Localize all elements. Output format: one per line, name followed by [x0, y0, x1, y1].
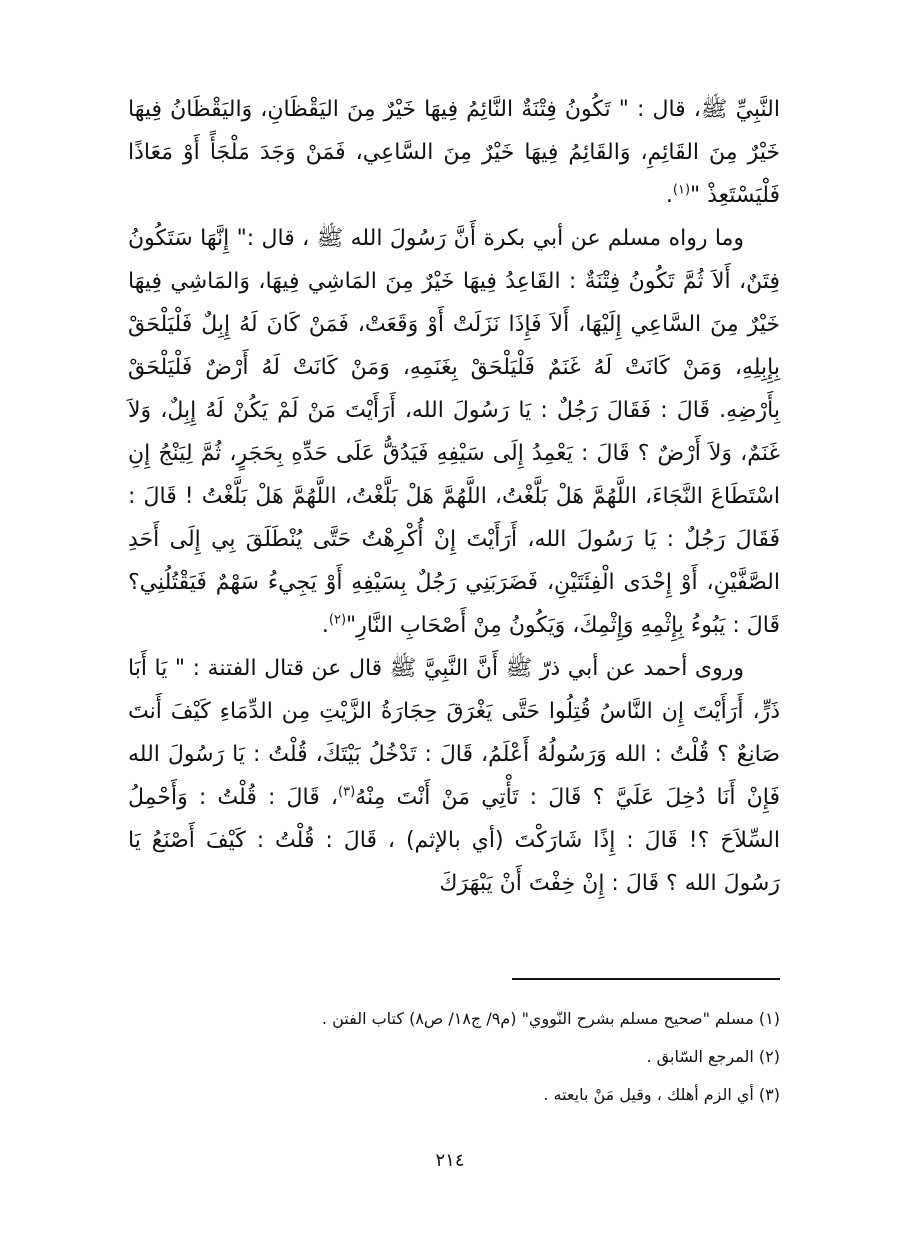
footnote-3: (٣) أي الزم أهلك ، وقيل مَنْ بايعته . — [543, 1085, 780, 1104]
paragraph-2-tail: . — [321, 613, 329, 638]
main-text — [128, 88, 780, 905]
paragraph-2-text: وما رواه مسلم عن أبي بكرة أَنَّ رَسُولَ الله ﷺ ، قال :" إِنَّهَا سَتَكُونُ فِتَنٌ، أَلاَ ثُمَّ تَكُونُ فِتْنَةٌ : القَاعِدُ فِيهَا خَيْرٌ مِنَ المَاشِي فِيهَا، وَالمَاشِي فِيهَا خَيْرٌ مِنَ السَّاعِي إِلَيْهَا، أَلاَ فَإِذَا نَزَلَتْ أَوْ وَقَعَتْ، فَمَنْ كَانَ لَهُ إِبِلٌ فَلْيَلْحَقْ بِإِبِلِهِ، وَمَنْ كَانَتْ لَهُ غَنَمٌ فَلْيَلْحَقْ بِغَنَمِهِ، وَمَنْ كَانَتْ لَهُ أَرْضٌ فَلْيَلْحَقْ بِأَرْضِهِ. قَالَ : فَقَالَ رَجُلٌ : يَا رَسُولَ الله، أَرَأَيْتَ مَنْ لَمْ يَكُنْ لَهُ إِبِلٌ، وَلاَ غَنَمٌ، وَلاَ أَرْضٌ ؟ قَالَ : يَعْمِدُ إِلَى سَيْفِهِ فَيَدُقُّ عَلَى حَدِّهِ بِحَجَرٍ، ثُمَّ لِيَنْجُ إِنِ اسْتَطَاعَ النَّجَاءَ، اللَّهُمَّ هَلْ بَلَّغْتُ، اللَّهُمَّ هَلْ بَلَّغْتُ، اللَّهُمَّ هَلْ بَلَّغْتُ ! قَالَ : فَقَالَ رَجُلٌ : يَا رَسُولَ الله، أَرَأَيْتَ إِنْ أُكْرِهْتُ حَتَّى يُنْطَلَقَ بِي إِلَى أَحَدِ الصَّفَّيْنِ، أَوْ إِحْدَى الْفِئَتَيْنِ، فَضَرَبَنِي رَجُلٌ بِسَيْفِهِ أَوْ يَجِيءُ سَهْمٌ فَيَقْتُلُنِي؟ قَالَ : يَبُوءُ بِإِثْمِهِ وَإِثْمِكَ، وَيَكُونُ مِنْ أَصْحَابِ النَّارِ" — [128, 226, 780, 638]
paragraph-3-text-b: ، قَالَ : قُلْتُ : وَأَحْمِلُ السِّلاَحَ ؟! قَالَ : إِذًا شَارَكْتَ (أي بالإثم) ، قَالَ : قُلْتُ : كَيْفَ أَصْنَعُ يَا رَسُولَ الله ؟ قَالَ : إِنْ خِفْتَ أَنْ يَبْهَرَكَ — [128, 785, 780, 896]
paragraph-1-text: النَّبِيِّ ﷺ، قال : " تَكُونُ فِتْنَةٌ النَّائِمُ فِيهَا خَيْرٌ مِنَ اليَقْظَانِ، وَاليَقْظَانُ فِيهَا خَيْرٌ مِنَ القَائِمِ، وَالقَائِمُ فِيهَا خَيْرٌ مِنَ السَّاعِي، فَمَنْ وَجَدَ مَلْجَأً أَوْ مَعَاذًا فَلْيَسْتَعِذْ " — [128, 97, 780, 208]
page-number: ٢١٤ — [435, 1150, 465, 1171]
footnote-separator — [512, 978, 780, 980]
footnotes — [128, 1000, 780, 1114]
paragraph-1 — [128, 88, 780, 217]
footnote-1: (١) مسلم "صحيح مسلم بشرح النّووي" (م٩/ ج١٨/ ص٨) كتاب الفتن . — [321, 1009, 780, 1028]
paragraph-3 — [128, 647, 780, 905]
footnote-2: (٢) المرجع السّابق . — [646, 1047, 780, 1066]
footnote-ref-1: (١) — [672, 182, 691, 198]
footnote-ref-3: (٣) — [338, 784, 356, 800]
paragraph-1-tail: . — [665, 183, 673, 208]
paragraph-2 — [128, 217, 780, 647]
paragraph-3-text-a: وروى أحمد عن أبي ذرّ ﷺ أَنَّ النَّبِيَّ ﷺ قال عن قتال الفتنة : " يَا أَبَا ذَرٍّ، أَرَأَيْتَ إِن النَّاسُ قُتِلُوا حَتَّى يَغْرَقَ حِجَارَةُ الزَّيْتِ مِن الدِّمَاءِ كَيْفَ أَنتَ صَانِعٌ ؟ قُلْتُ : الله وَرَسُولُهُ أَعْلَمُ، قَالَ : تَدْخُلُ بَيْتَكَ، قُلْتُ : يَا رَسُولَ الله فَإِنْ أَنَا دُخِلَ عَلَيَّ ؟ قَالَ : تَأْتِي مَنْ أَنْتَ مِنْهُ — [128, 656, 781, 810]
footnote-ref-2: (٢) — [328, 612, 347, 628]
